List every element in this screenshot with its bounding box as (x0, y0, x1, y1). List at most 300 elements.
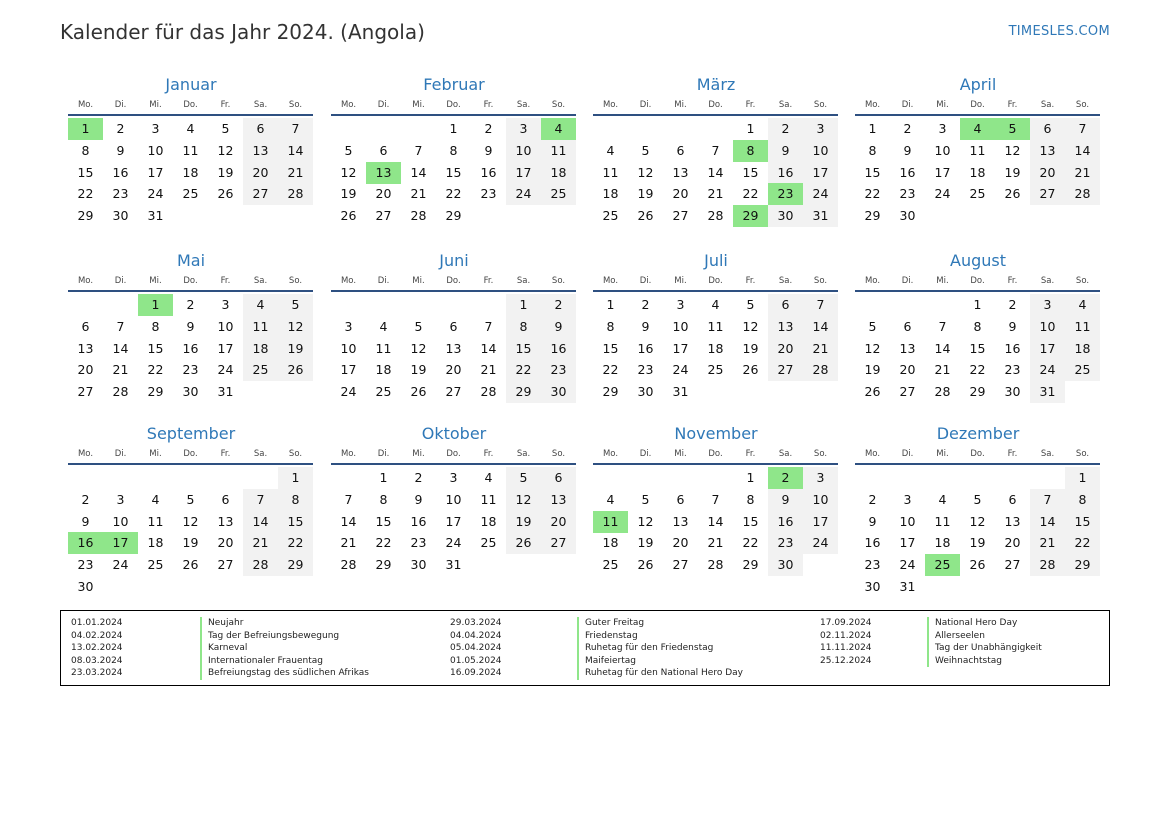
day-cell: 8 (746, 491, 755, 507)
day-cell: 6 (1030, 118, 1065, 140)
day-cell: 1 (379, 470, 388, 485)
day-cell: 30 (410, 557, 427, 573)
day-cell: 27 (541, 532, 576, 554)
month-name: August (950, 251, 1006, 270)
day-cell: 10 (340, 340, 357, 356)
day-cell: 4 (379, 318, 388, 334)
day-cell: 15 (742, 164, 759, 180)
day-cell: 1 (606, 297, 615, 312)
day-cell: 29 (278, 554, 313, 576)
day-cell: 22 (602, 362, 619, 378)
day-cell: 15 (742, 513, 759, 529)
day-cell: 24 (340, 384, 357, 400)
weekday-label: Do. (446, 276, 461, 286)
day-cell: 20 (768, 338, 803, 360)
weekday-label: Fr. (220, 449, 231, 459)
day-cell: 23 (182, 362, 199, 378)
weekday-label: Do. (970, 449, 985, 459)
weekday-label: So. (1075, 276, 1090, 286)
weekday-label: Mo. (602, 449, 619, 459)
weekday-header (593, 98, 839, 112)
weekday-label: Di. (377, 276, 390, 286)
day-cell: 14 (340, 513, 357, 529)
day-cell: 24 (217, 362, 234, 378)
month-november (593, 424, 839, 577)
day-cell: 18 (375, 362, 392, 378)
day-cell: 17 (445, 513, 462, 529)
month-august (855, 251, 1101, 404)
day-cell: 2 (81, 491, 90, 507)
legend-date: 23.03.2024 (71, 668, 123, 678)
day-cell: 15 (278, 511, 313, 533)
day-grid (68, 467, 313, 594)
day-cell: 22 (445, 186, 462, 202)
day-cell: 21 (803, 338, 838, 360)
day-cell: 9 (768, 140, 803, 162)
legend-date: 11.11.2024 (820, 643, 872, 653)
weekday-header (68, 274, 314, 288)
day-cell: 21 (410, 186, 427, 202)
day-grid (593, 294, 838, 404)
day-cell: 25 (182, 186, 199, 202)
day-cell: 2 (641, 297, 650, 312)
weekday-label: Mi. (936, 449, 949, 459)
month-märz (593, 75, 839, 228)
day-cell: 15 (864, 164, 881, 180)
holiday-day-cell: 4 (960, 118, 995, 140)
legend-holiday-name: Friedenstag (577, 630, 638, 643)
holiday-day-cell: 8 (733, 140, 768, 162)
day-cell: 25 (243, 359, 278, 381)
day-cell: 19 (217, 164, 234, 180)
day-cell: 17 (934, 164, 951, 180)
weekday-label: Sa. (1040, 276, 1055, 286)
weekday-label: Di. (114, 276, 127, 286)
day-cell: 29 (147, 384, 164, 400)
day-cell: 23 (768, 532, 803, 554)
legend-holiday-name: Guter Freitag (577, 617, 644, 630)
day-cell: 13 (1004, 513, 1021, 529)
day-cell: 16 (541, 338, 576, 360)
day-cell: 9 (868, 513, 877, 529)
day-cell: 11 (147, 513, 164, 529)
day-cell: 16 (480, 164, 497, 180)
day-cell: 23 (1004, 362, 1021, 378)
day-cell: 28 (243, 554, 278, 576)
day-cell: 5 (414, 318, 423, 334)
day-cell: 15 (969, 340, 986, 356)
day-cell: 31 (217, 384, 234, 400)
day-cell: 13 (445, 340, 462, 356)
site-link[interactable]: TIMESLES.COM (1008, 24, 1110, 39)
day-cell: 20 (1030, 162, 1065, 184)
weekday-label: So. (288, 100, 303, 110)
day-cell: 19 (1004, 164, 1021, 180)
header-rule (331, 114, 576, 116)
weekday-label: Mi. (674, 449, 687, 459)
day-cell: 29 (77, 208, 94, 224)
day-cell: 14 (410, 164, 427, 180)
day-cell: 2 (868, 491, 877, 507)
weekday-label: Mo. (77, 100, 94, 110)
day-cell: 4 (606, 142, 615, 158)
day-cell: 13 (899, 340, 916, 356)
day-cell: 21 (1065, 162, 1100, 184)
day-cell: 10 (217, 318, 234, 334)
day-cell: 25 (375, 384, 392, 400)
day-cell: 14 (243, 511, 278, 533)
day-cell: 3 (803, 467, 838, 489)
header-rule (68, 463, 313, 465)
day-cell: 29 (969, 384, 986, 400)
weekday-label: Sa. (253, 100, 268, 110)
day-cell: 3 (676, 297, 685, 312)
day-cell: 30 (182, 384, 199, 400)
day-cell: 26 (742, 362, 759, 378)
day-cell: 17 (147, 164, 164, 180)
day-cell: 28 (803, 359, 838, 381)
day-cell: 24 (899, 557, 916, 573)
day-cell: 8 (868, 142, 877, 158)
day-cell: 15 (506, 338, 541, 360)
day-cell: 4 (186, 121, 195, 136)
day-cell: 23 (864, 557, 881, 573)
day-cell: 12 (637, 513, 654, 529)
day-cell: 15 (147, 340, 164, 356)
weekday-label: Mo. (340, 449, 357, 459)
day-cell: 3 (344, 318, 353, 334)
weekday-label: Di. (901, 276, 914, 286)
day-cell: 8 (151, 318, 160, 334)
day-cell: 10 (112, 513, 129, 529)
day-cell: 12 (217, 142, 234, 158)
header-rule (331, 290, 576, 292)
day-cell: 18 (707, 340, 724, 356)
day-cell: 20 (672, 186, 689, 202)
day-cell: 27 (77, 384, 94, 400)
day-cell: 24 (803, 532, 838, 554)
day-cell: 8 (506, 316, 541, 338)
day-cell: 6 (768, 294, 803, 316)
day-cell: 27 (899, 384, 916, 400)
day-cell: 20 (1004, 535, 1021, 551)
day-cell: 19 (742, 340, 759, 356)
day-cell: 4 (711, 297, 720, 312)
day-grid (68, 118, 313, 228)
day-cell: 14 (278, 140, 313, 162)
month-september (68, 424, 314, 594)
day-cell: 11 (480, 491, 497, 507)
holiday-legend (60, 610, 1110, 686)
day-cell: 2 (768, 118, 803, 140)
day-cell: 17 (672, 340, 689, 356)
day-grid (855, 467, 1100, 594)
month-juni (331, 251, 577, 404)
day-cell: 8 (606, 318, 615, 334)
weekday-label: Mo. (864, 276, 881, 286)
day-cell: 7 (278, 118, 313, 140)
day-cell: 17 (340, 362, 357, 378)
day-cell: 21 (278, 162, 313, 184)
day-cell: 25 (541, 183, 576, 205)
legend-holiday-name: Ruhetag für den National Hero Day (577, 667, 743, 680)
day-cell: 22 (969, 362, 986, 378)
day-cell: 12 (864, 340, 881, 356)
day-cell: 27 (1030, 183, 1065, 205)
day-cell: 20 (899, 362, 916, 378)
day-cell: 2 (1008, 297, 1017, 312)
day-cell: 2 (541, 294, 576, 316)
weekday-header (68, 98, 314, 112)
holiday-day-cell: 2 (768, 467, 803, 489)
weekday-label: Mi. (936, 276, 949, 286)
day-cell: 20 (77, 362, 94, 378)
day-cell: 21 (340, 535, 357, 551)
day-cell: 7 (344, 491, 353, 507)
weekday-header (855, 447, 1101, 461)
holiday-day-cell: 25 (925, 554, 960, 576)
day-cell: 24 (803, 183, 838, 205)
weekday-label: Fr. (1007, 276, 1018, 286)
day-cell: 2 (484, 121, 493, 136)
day-cell: 8 (1065, 489, 1100, 511)
legend-date: 02.11.2024 (820, 630, 872, 641)
header-rule (593, 463, 838, 465)
weekday-label: Mo. (77, 276, 94, 286)
weekday-label: So. (288, 449, 303, 459)
day-cell: 26 (637, 208, 654, 224)
day-cell: 30 (541, 381, 576, 403)
day-cell: 6 (676, 142, 685, 158)
day-cell: 12 (278, 316, 313, 338)
day-cell: 23 (77, 557, 94, 573)
day-cell: 16 (182, 340, 199, 356)
weekday-label: So. (1075, 100, 1090, 110)
weekday-label: Sa. (253, 449, 268, 459)
day-cell: 18 (934, 535, 951, 551)
day-cell: 4 (243, 294, 278, 316)
day-cell: 12 (637, 164, 654, 180)
day-cell: 26 (278, 359, 313, 381)
month-name: Juli (704, 251, 728, 270)
day-cell: 19 (864, 362, 881, 378)
day-cell: 5 (278, 294, 313, 316)
day-cell: 1 (868, 121, 877, 136)
day-cell: 18 (969, 164, 986, 180)
day-cell: 21 (480, 362, 497, 378)
day-cell: 5 (973, 491, 982, 507)
day-cell: 7 (711, 491, 720, 507)
day-cell: 28 (278, 183, 313, 205)
day-cell: 7 (803, 294, 838, 316)
day-cell: 19 (969, 535, 986, 551)
holiday-day-cell: 23 (768, 183, 803, 205)
day-cell: 15 (375, 513, 392, 529)
weekday-header (331, 274, 577, 288)
day-cell: 30 (864, 579, 881, 594)
weekday-label: So. (813, 276, 828, 286)
day-cell: 3 (449, 470, 458, 485)
weekday-label: So. (288, 276, 303, 286)
weekday-label: Do. (708, 449, 723, 459)
day-cell: 18 (541, 162, 576, 184)
day-cell: 17 (899, 535, 916, 551)
day-cell: 5 (221, 121, 230, 136)
day-cell: 2 (414, 470, 423, 485)
legend-holiday-name: Weihnachtstag (927, 655, 1002, 668)
legend-date: 05.04.2024 (450, 643, 502, 653)
day-cell: 3 (803, 118, 838, 140)
day-cell: 25 (147, 557, 164, 573)
day-cell: 14 (803, 316, 838, 338)
day-cell: 13 (243, 140, 278, 162)
weekday-label: Fr. (220, 276, 231, 286)
day-cell: 17 (803, 511, 838, 533)
weekday-label: Di. (639, 449, 652, 459)
day-cell: 25 (602, 208, 619, 224)
day-cell: 31 (803, 205, 838, 227)
day-cell: 23 (410, 535, 427, 551)
day-cell: 22 (375, 535, 392, 551)
month-juli (593, 251, 839, 404)
day-cell: 26 (1004, 186, 1021, 202)
weekday-label: Di. (377, 449, 390, 459)
day-cell: 20 (672, 535, 689, 551)
day-cell: 21 (243, 532, 278, 554)
day-cell: 23 (899, 186, 916, 202)
day-cell: 5 (641, 142, 650, 158)
day-cell: 31 (899, 579, 916, 594)
day-cell: 13 (768, 316, 803, 338)
day-cell: 6 (379, 142, 388, 158)
day-cell: 30 (1004, 384, 1021, 400)
day-cell: 9 (768, 489, 803, 511)
day-grid (855, 294, 1100, 404)
day-cell: 15 (445, 164, 462, 180)
day-cell: 9 (116, 142, 125, 158)
weekday-label: Fr. (483, 276, 494, 286)
day-cell: 20 (217, 535, 234, 551)
day-cell: 24 (112, 557, 129, 573)
weekday-label: Mo. (864, 100, 881, 110)
day-cell: 14 (480, 340, 497, 356)
day-cell: 6 (1008, 491, 1017, 507)
day-cell: 10 (147, 142, 164, 158)
day-cell: 7 (484, 318, 493, 334)
day-cell: 9 (484, 142, 493, 158)
weekday-label: Sa. (1040, 449, 1055, 459)
day-cell: 7 (116, 318, 125, 334)
day-cell: 9 (414, 491, 423, 507)
day-cell: 1 (746, 121, 755, 136)
day-cell: 7 (243, 489, 278, 511)
weekday-label: Di. (901, 449, 914, 459)
weekday-label: Do. (708, 100, 723, 110)
weekday-label: Mi. (149, 449, 162, 459)
day-cell: 22 (77, 186, 94, 202)
day-cell: 1 (506, 294, 541, 316)
day-cell: 7 (711, 142, 720, 158)
legend-holiday-name: Befreiungstag des südlichen Afrikas (200, 667, 369, 680)
day-cell: 29 (506, 381, 541, 403)
weekday-label: Mo. (602, 100, 619, 110)
day-cell: 6 (541, 467, 576, 489)
day-cell: 26 (217, 186, 234, 202)
day-cell: 8 (379, 491, 388, 507)
month-name: Dezember (936, 424, 1020, 443)
holiday-day-cell: 16 (68, 532, 103, 554)
day-cell: 29 (864, 208, 881, 224)
day-cell: 11 (1065, 316, 1100, 338)
day-cell: 19 (278, 338, 313, 360)
day-cell: 11 (934, 513, 951, 529)
day-cell: 16 (768, 511, 803, 533)
weekday-label: Sa. (1040, 100, 1055, 110)
day-cell: 19 (182, 535, 199, 551)
day-cell: 24 (1030, 359, 1065, 381)
legend-holiday-name: Neujahr (200, 617, 243, 630)
day-cell: 1 (746, 470, 755, 485)
day-cell: 15 (77, 164, 94, 180)
page-title: Kalender für das Jahr 2024. (Angola) (60, 20, 425, 44)
holiday-day-cell: 11 (593, 511, 628, 533)
day-cell: 18 (480, 513, 497, 529)
day-cell: 11 (243, 316, 278, 338)
day-cell: 25 (969, 186, 986, 202)
day-cell: 11 (707, 318, 724, 334)
day-cell: 26 (410, 384, 427, 400)
header-rule (331, 463, 576, 465)
day-cell: 21 (112, 362, 129, 378)
weekday-label: Do. (970, 100, 985, 110)
day-cell: 22 (147, 362, 164, 378)
day-cell: 12 (969, 513, 986, 529)
month-name: Februar (423, 75, 485, 94)
weekday-label: Mo. (340, 100, 357, 110)
legend-date: 13.02.2024 (71, 643, 123, 653)
day-cell: 11 (375, 340, 392, 356)
weekday-label: Fr. (483, 100, 494, 110)
day-grid (593, 467, 838, 577)
weekday-label: Sa. (778, 276, 793, 286)
weekday-label: So. (813, 100, 828, 110)
day-cell: 29 (445, 208, 462, 224)
day-cell: 19 (637, 186, 654, 202)
day-cell: 20 (541, 511, 576, 533)
legend-date: 04.02.2024 (71, 630, 123, 641)
weekday-label: Di. (114, 449, 127, 459)
day-cell: 25 (602, 557, 619, 573)
legend-holiday-name: Maifeiertag (577, 655, 636, 668)
holiday-day-cell: 4 (541, 118, 576, 140)
day-cell: 22 (506, 359, 541, 381)
day-cell: 30 (112, 208, 129, 224)
day-cell: 13 (77, 340, 94, 356)
legend-date: 08.03.2024 (71, 655, 123, 666)
weekday-label: Do. (183, 276, 198, 286)
day-cell: 4 (151, 491, 160, 507)
holiday-day-cell: 13 (366, 162, 401, 184)
weekday-label: Mi. (674, 100, 687, 110)
weekday-label: So. (551, 276, 566, 286)
legend-date: 01.01.2024 (71, 618, 123, 628)
day-cell: 9 (641, 318, 650, 334)
day-cell: 16 (899, 164, 916, 180)
day-cell: 19 (637, 535, 654, 551)
day-cell: 14 (707, 513, 724, 529)
day-cell: 18 (602, 186, 619, 202)
day-cell: 29 (742, 557, 759, 573)
